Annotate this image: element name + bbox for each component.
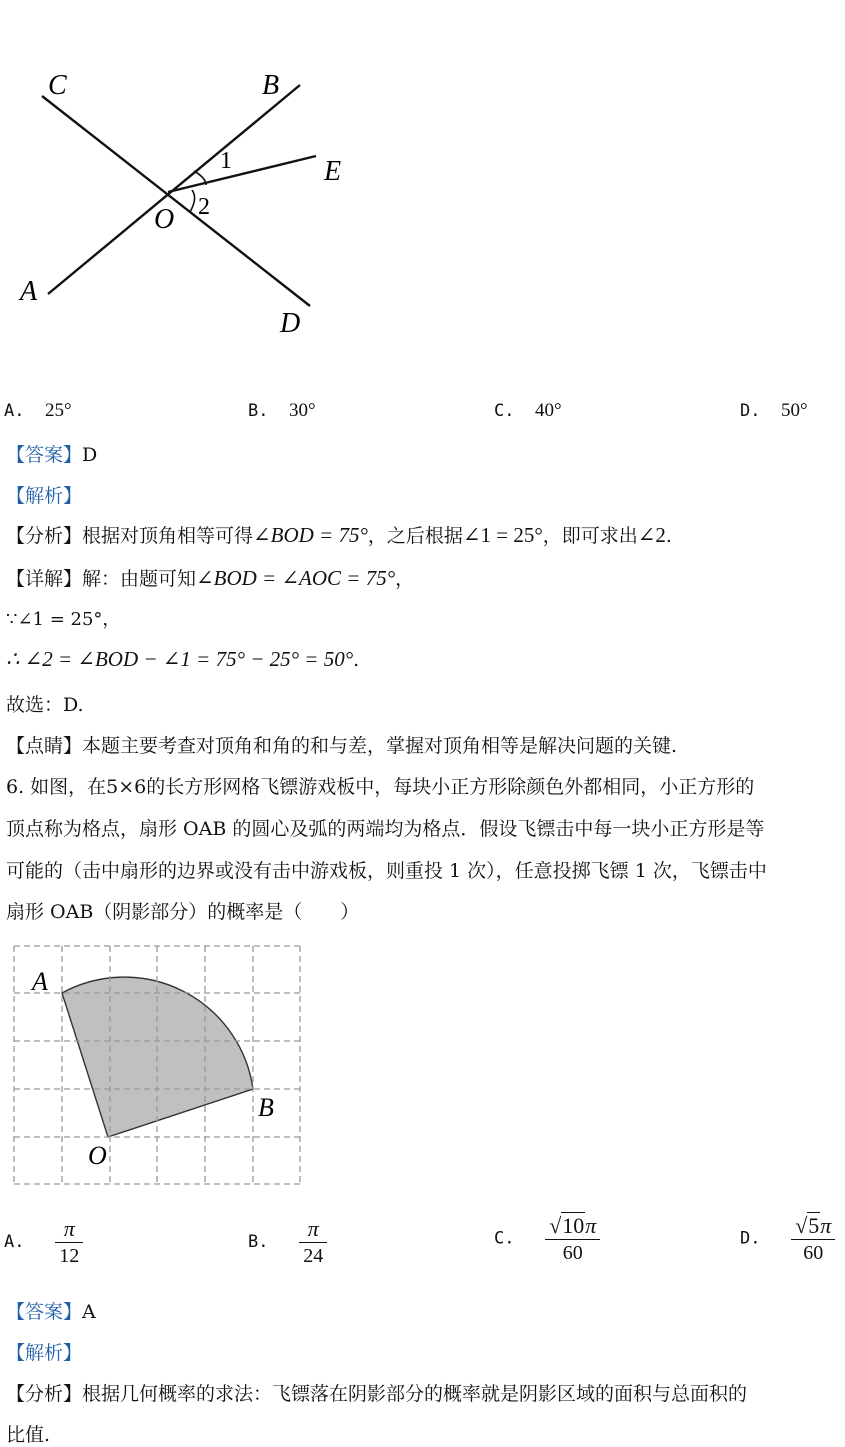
q5-option-c: C. 40°: [494, 400, 562, 421]
label-A: A: [20, 276, 38, 307]
q5-option-d: D. 50°: [740, 400, 808, 421]
q6-option-a: A. $\frac{\pi}{12}$: [4, 1216, 83, 1268]
q5-option-b: B. 30°: [248, 400, 316, 421]
label-O: O: [88, 1141, 107, 1170]
label-D: D: [280, 308, 301, 339]
sector-grid-figure: [0, 930, 320, 1190]
label-B: B: [262, 70, 280, 101]
label-A: A: [32, 967, 48, 996]
q6-option-b: B. $\frac{\pi}{24}$: [248, 1216, 327, 1268]
q5-choose: 故选：D.: [6, 694, 84, 716]
q6-stem-line3: 可能的（击中扇形的边界或没有击中游戏板，则重投 1 次），任意投掷飞镖 1 次，飞镖击中: [6, 860, 767, 882]
label-angle1: 1: [220, 148, 232, 174]
q5-fenxi: 【分析】根据对顶角相等可得∠BOD = 75°，之后根据∠1 = 25°，即可求出∠2.: [6, 523, 672, 547]
q5-dianjing: 【点睛】本题主要考查对顶角和角的和与差，掌握对顶角相等是解决问题的关键.: [6, 735, 678, 757]
q6-fenxi-line1: 【分析】根据几何概率的求法：飞镖落在阴影部分的概率就是阴影区域的面积与总面积的: [6, 1383, 748, 1405]
label-angle2: 2: [198, 194, 210, 220]
q6-analysis-tag: 【解析】: [6, 1342, 83, 1364]
label-B: B: [258, 1093, 274, 1122]
label-C: C: [48, 70, 67, 101]
q6-answer: 【答案】A: [6, 1301, 96, 1323]
q6-stem-line4: 扇形 OAB（阴影部分）的概率是（ ）: [6, 901, 360, 923]
q5-xiangjie: 【详解】解：由题可知∠BOD = ∠AOC = 75°，: [6, 566, 415, 590]
q6-stem-line1: 6. 如图，在5×6的长方形网格飞镖游戏板中，每块小正方形除颜色外都相同，小正方形的: [6, 776, 755, 798]
q6-fenxi-line2: 比值.: [6, 1424, 51, 1446]
q6-option-c: C. $\frac{√10\pi}{60}$: [494, 1212, 600, 1265]
label-E: E: [324, 156, 342, 187]
q6-stem-line2: 顶点称为格点，扇形 OAB 的圆心及弧的两端均为格点．假设飞镖击中每一块小正方形是等: [6, 818, 765, 840]
q5-therefore: ∴ ∠2 = ∠BOD − ∠1 = 75° − 25° = 50°.: [6, 647, 360, 671]
angle-figure: [0, 50, 380, 350]
q5-answer: 【答案】D: [6, 444, 98, 466]
q6-option-d: D. $\frac{√5\pi}{60}$: [740, 1212, 835, 1265]
label-O: O: [154, 204, 175, 235]
q5-option-a: A. 25°: [4, 400, 72, 421]
q5-analysis-tag: 【解析】: [6, 485, 83, 507]
q5-because: ∵∠1 = 25°，: [6, 609, 121, 630]
